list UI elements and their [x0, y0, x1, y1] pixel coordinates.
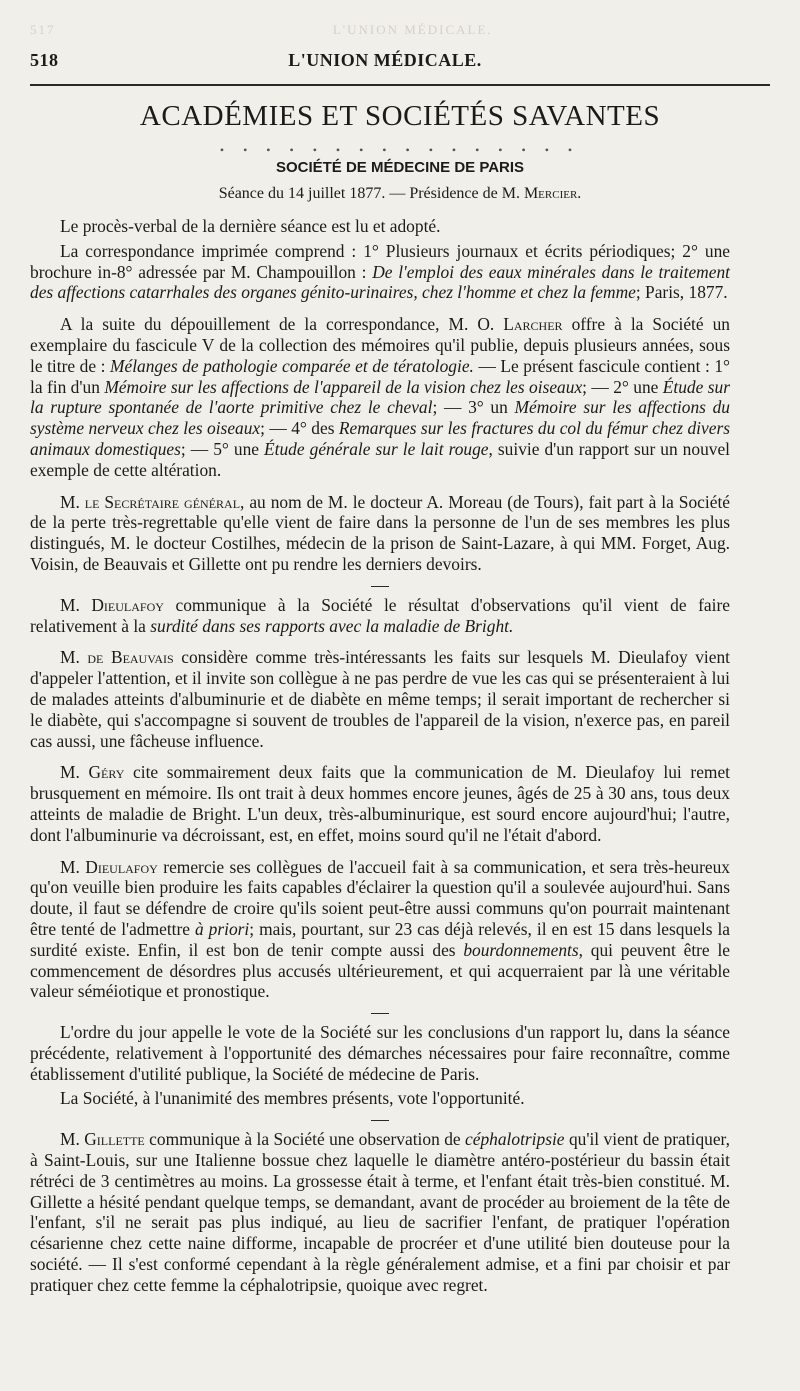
brochure-title: De l'emploi des eaux minérales dans le traitement des affections catarrhales des organes génito-urinaires, chez l'homme et chez la femme [30, 261, 730, 303]
decorative-dots: • • • • • • • • • • • • • • • • [219, 143, 581, 157]
ghost-page-number: 517 [30, 22, 56, 37]
paragraph-minutes: Le procès-verbal de la dernière séance est lu et adopté. [60, 216, 441, 236]
separator-dash [371, 586, 389, 587]
separator-dash [371, 1120, 389, 1121]
bleed-through-text [30, 22, 770, 38]
paragraph-gillette: M. Gillette communique à la Société une observation de céphalotripsie qu'il vient de pratiquer, à Saint-Louis, sur une Italienne bossue chez laquelle le diamètre antéro-postérieur du bassin était rétréci de 3 centimètres au moins. La grossesse était à terme, et l'enfant était très-bien constitué. M. Gillette a hésité pendant quelque temps, se demandant, avant de procéder au broiement de la tête de l'enfant, s'il ne serait pas plus indiqué, au lieu de sacrifier l'enfant, de pratiquer l'opération césarienne chez cette naine difforme, incapable de procréer et d'une utilité bien douteuse pour la société. — Il s'est conformé cependant à la règle généralement admise, et a fini par choisir et par pratiquer chez cette femme la céphalotripsie, quoique avec regret. [30, 1129, 730, 1295]
society-heading: SOCIÉTÉ DE MÉDECINE DE PARIS [275, 159, 525, 176]
article-body [30, 216, 730, 1307]
speaker-name: M. Dieulafoy [60, 856, 158, 877]
paragraph-correspondence: La correspondance imprimée comprend : 1° Plusieurs journaux et écrits périodiques; 2° une brochure in-8° adressée par M. Champouillon : De l'emploi des eaux minérales dans le traitement des affections catarrhales des organes génito-urinaires, chez l'homme et chez la femme; Paris, 1877. [30, 240, 730, 303]
speaker-name: M. Gillette [60, 1129, 145, 1150]
ghost-journal-title: L'UNION MÉDICALE. [332, 22, 493, 37]
paragraph-order-of-day: L'ordre du jour appelle le vote de la Société sur les conclusions d'un rapport lu, dans la séance précédente, relativement à l'opportunité des démarches nécessaires pour faire reconnaître, comme établissement d'utilité publique, la Société de médecine de Paris. [30, 1022, 730, 1084]
header-rule [30, 84, 770, 86]
paragraph-larcher: A la suite du dépouillement de la correspondance, M. O. Larcher offre à la Société un exemplaire du fascicule V de la collection des mémoires qu'il publie, depuis plusieurs années, sous le titre de : Mélanges de pathologie comparée et de tératologie. — Le présent fascicule contient : 1° la fin d'un Mémoire sur les affections de l'appareil de la vision chez les oiseaux; — 2° une Étude sur la rupture spontanée de l'aorte primitive chez le cheval; — 3° un Mémoire sur les affections du système nerveux chez les oiseaux; — 4° des Remarques sur les fractures du col du fémur chez divers animaux domestiques; — 5° une Étude générale sur le lait rouge, suivie d'un rapport sur un nouvel exemple de cette altération. [30, 314, 731, 480]
paragraph-dieulafoy-reply: M. Dieulafoy remercie ses collègues de l'accueil fait à sa communication, et sera très-heureux qu'on veuille bien produire les faits capables d'éclairer la question qu'il a soulevée aujourd'hui. Sans doute, il faut se défendre de croire qu'ils soient peut-être aussi communs qu'on pourrait maintenant être tenté de l'admettre à priori; mais, pourtant, sur 23 cas déjà relevés, il en est 15 dans lesquels la surdité existe. Enfin, il est bon de tenir compte aussi des bourdonnements, qui peuvent être le commencement de désordres plus accusés ultérieurement, et qui acquerraient par là une véritable valeur séméiotique et pronostique. [30, 856, 730, 1002]
paragraph-gery: M. Géry cite sommairement deux faits que la communication de M. Dieulafoy lui remet brusquement en mémoire. Ils ont trait à deux hommes encore jeunes, âgés de 25 à 30 ans, tous deux atteints de maladie de Bright. L'un deux, très-albuminurique, est sourd encore aujourd'hui; l'autre, dont l'albuminurie va décroissant, est, en effet, moins sourd qu'il ne l'était d'abord. [30, 762, 731, 845]
seance-text: Séance du 14 juillet 1877. — Présidence de M. [218, 185, 524, 202]
paragraph-vote: La Société, à l'unanimité des membres présents, vote l'opportunité. [60, 1088, 525, 1109]
speaker-name: M. de Beauvais [60, 647, 174, 668]
page-number: 518 [30, 50, 59, 70]
running-head [30, 50, 770, 71]
seance-line [30, 185, 770, 203]
separator-dash [371, 1013, 389, 1014]
journal-title: L'UNION MÉDICALE. [288, 50, 482, 70]
section-title: ACADÉMIES ET SOCIÉTÉS SAVANTES [139, 100, 661, 132]
paragraph-beauvais: M. de Beauvais considère comme très-intéressants les faits sur lesquels M. Dieulafoy vient d'appeler l'attention, et il invite son collègue à ne pas perdre de vue les cas qui se présenteraient à lui de malades atteints d'albuminurie et de diabète en même temps; il serait important de rechercher si le diabète, qui s'accompagne si souvent de troubles de l'appareil de la vision, n'exerce pas, en pareil cas aussi, une fâcheuse influence. [30, 647, 730, 751]
president-name: Mercier. [523, 185, 582, 202]
speaker-name: M. Dieulafoy [60, 594, 164, 615]
paragraph-dieulafoy: M. Dieulafoy communique à la Société le résultat d'observations qu'il vient de faire relativement à la surdité dans ses rapports avec la maladie de Bright. [30, 594, 730, 636]
paragraph-secretary: M. le Secrétaire général, au nom de M. le docteur A. Moreau (de Tours), fait part à la Société de la perte très-regrettable qu'elle vient de faire dans la personne de l'un de ses membres les plus distingués, M. le docteur Costilhes, médecin de la prison de Saint-Lazare, à qui MM. Forget, Aug. Voisin, de Beauvais et Gillette ont pu rendre les derniers devoirs. [30, 491, 730, 574]
speaker-name: Larcher [503, 314, 563, 335]
speaker-name: M. Géry [60, 762, 125, 783]
speaker-name: M. le Secrétaire général [60, 491, 241, 512]
